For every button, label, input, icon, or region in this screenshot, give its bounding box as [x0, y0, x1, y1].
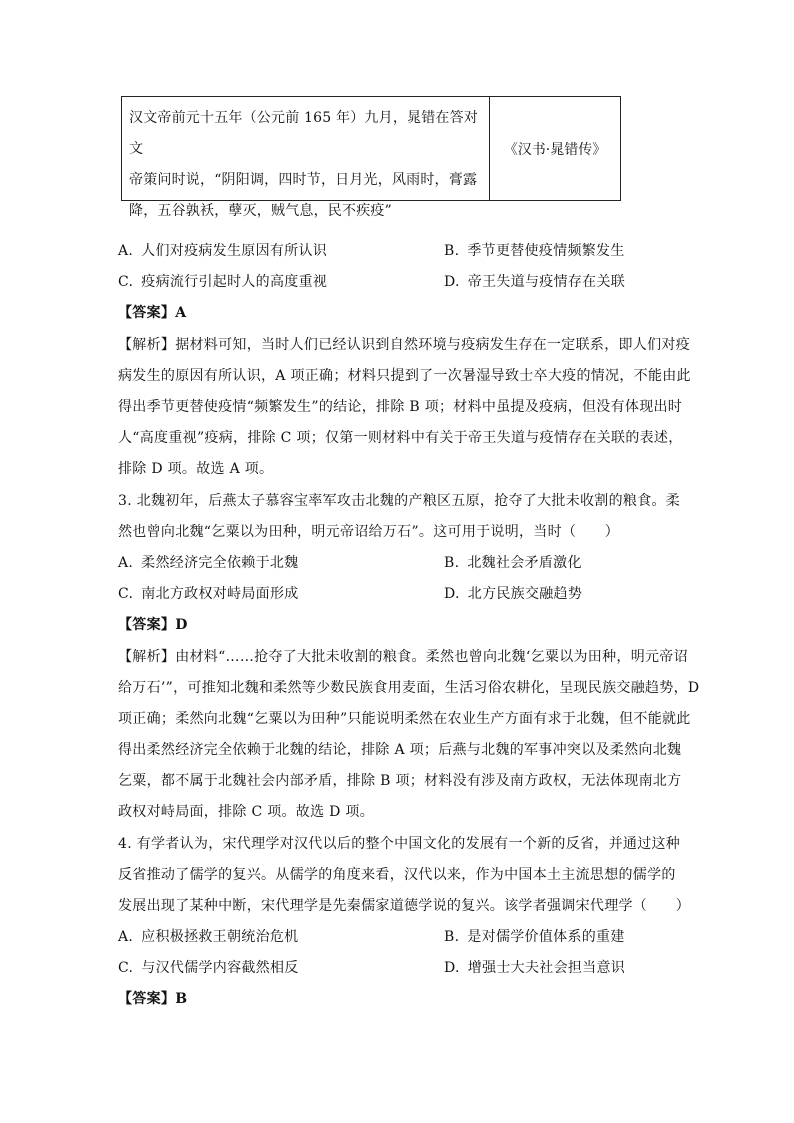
q4-answer: 【答案】B: [118, 991, 188, 1007]
q3-option-a: A. 柔然经济完全依赖于北魏: [118, 555, 299, 571]
q3-analysis-line: 【解析】由材料“……抢夺了大批未收割的粮食。柔然也曾向北魏‘乞粟以为田种，明元帝诏: [118, 649, 688, 665]
q4-stem-line: 发展出现了某种中断，宋代理学是先秦儒家道德学说的复兴。该学者强调宋代理学（ ）: [118, 898, 690, 914]
q2-option-b: B. 季节更替使疫情频繁发生: [444, 243, 625, 259]
q2-option-c: C. 疫病流行引起时人的高度重视: [118, 274, 328, 290]
source-quote-line: 汉文帝前元十五年（公元前 165 年）九月，晁错在答对文: [129, 110, 479, 157]
q3-option-b: B. 北魏社会矛盾激化: [444, 555, 582, 571]
q2-answer: 【答案】A: [118, 305, 187, 321]
source-reference-cell: [490, 97, 620, 200]
q4-option-b: B. 是对儒学价值体系的重建: [444, 929, 625, 945]
source-quote-line: 降，五谷孰袄，孽灭，贼气息，民不疾疫”: [129, 203, 392, 219]
q2-analysis-line: 得出季节更替使疫情“频繁发生”的结论，排除 B 项；材料中虽提及疫病，但没有体现出时: [118, 399, 683, 415]
q2-analysis-line: 人“高度重视”疫病，排除 C 项；仅第一则材料中有关于帝王失道与疫情存在关联的表述，: [118, 430, 683, 446]
source-reference: 《汉书·晁错传》: [503, 141, 607, 158]
q3-option-c: C. 南北方政权对峙局面形成: [118, 586, 299, 602]
q3-stem-line: 然也曾向北魏“乞粟以为田种，明元帝诏给万石”。这可用于说明，当时（ ）: [118, 524, 620, 540]
source-quote-line: 帝策问时说，“阴阳调，四时节，日月光，风雨时，膏露: [129, 172, 478, 188]
q4-stem-line: 反省推动了儒学的复兴。从儒学的角度来看，汉代以来，作为中国本土主流思想的儒学的: [118, 867, 676, 883]
q4-option-a: A. 应积极拯救王朝统治危机: [118, 929, 299, 945]
q4-option-d: D. 增强士大夫社会担当意识: [444, 960, 626, 976]
q3-analysis-line: 得出柔然经济完全依赖于北魏的结论，排除 A 项；后燕与北魏的军事冲突以及柔然向北魏: [118, 742, 682, 758]
q2-option-d: D. 帝王失道与疫情存在关联: [444, 274, 626, 290]
q4-stem-line: 4. 有学者认为，宋代理学对汉代以后的整个中国文化的发展有一个新的反省，并通过这种: [118, 836, 681, 852]
q3-analysis-line: 项正确；柔然向北魏“乞粟以为田种”只能说明柔然在农业生产方面有求于北魏，但不能就此: [118, 711, 691, 727]
q3-option-d: D. 北方民族交融趋势: [444, 586, 583, 602]
q3-stem-line: 3. 北魏初年，后燕太子慕容宝率军攻击北魏的产粮区五原，抢夺了大批未收割的粮食。柔: [118, 493, 681, 509]
q2-analysis-line: 【解析】据材料可知，当时人们已经认识到自然环境与疫病发生存在一定联系，即人们对疫: [118, 337, 690, 353]
q2-analysis-line: 排除 D 项。故选 A 项。: [118, 461, 274, 477]
q3-answer: 【答案】D: [118, 617, 188, 633]
q3-analysis-line: 乞粟，都不属于北魏社会内部矛盾，排除 B 项；材料没有涉及南方政权，无法体现南北方: [118, 773, 682, 789]
q3-analysis-line: 政权对峙局面，排除 C 项。故选 D 项。: [118, 804, 375, 820]
source-table: [121, 96, 621, 219]
q3-analysis-line: 给万石’”，可推知北魏和柔然等少数民族食用麦面，生活习俗农耕化，呈现民族交融趋势，D: [118, 680, 700, 696]
q2-option-a: A. 人们对疫病发生原因有所认识: [118, 243, 328, 259]
q4-option-c: C. 与汉代儒学内容截然相反: [118, 960, 299, 976]
q2-analysis-line: 病发生的原因有所认识，A 项正确；材料只提到了一次暑湿导致士卒大疫的情况，不能由此: [118, 368, 691, 384]
source-quote-cell: [122, 97, 490, 219]
